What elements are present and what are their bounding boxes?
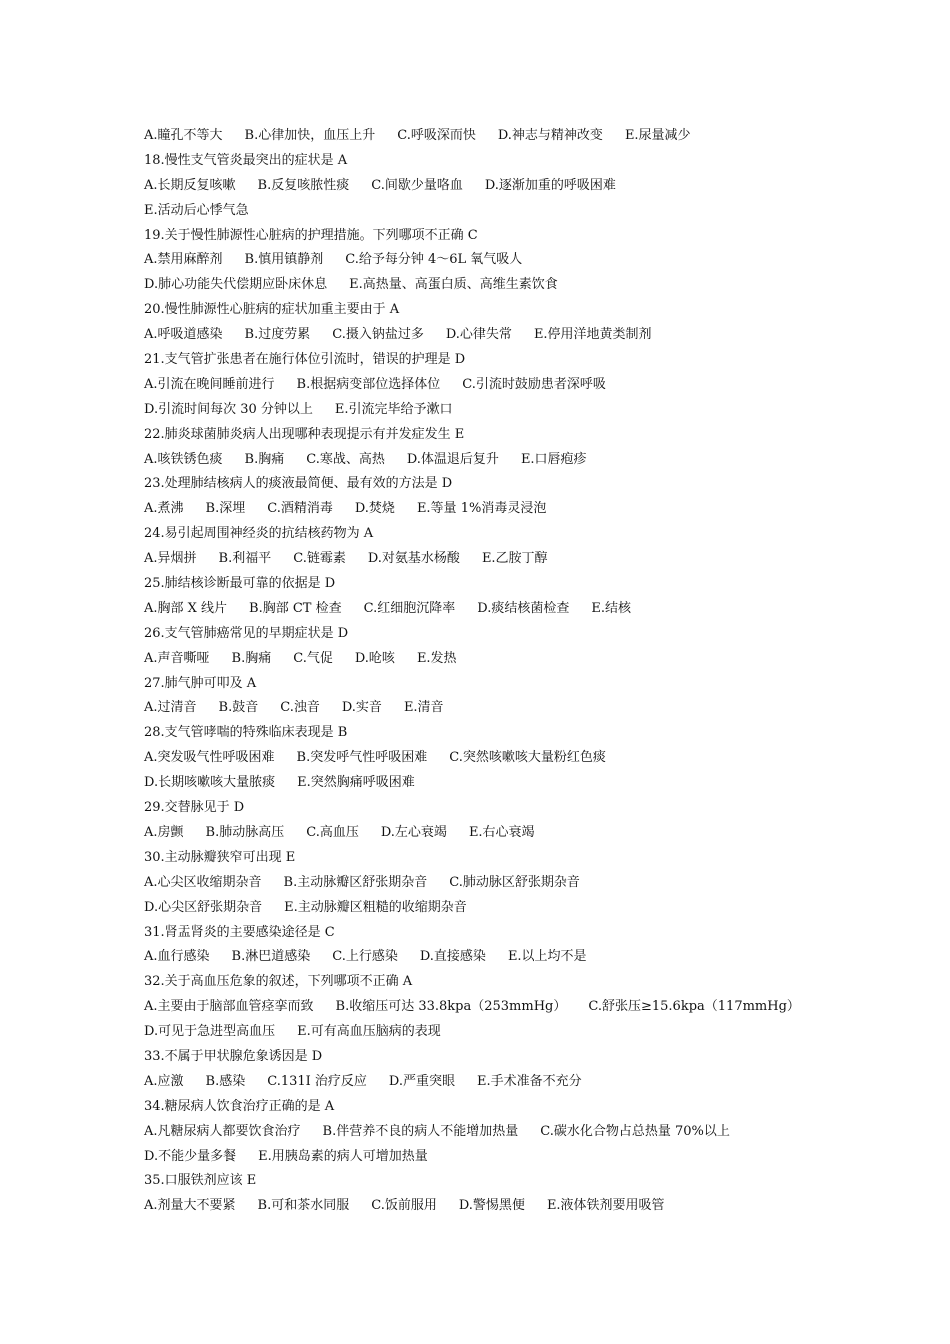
option-text: C.给予每分钟 4～6L 氧气吸人 [345, 252, 523, 268]
option-text: A.咳铁锈色痰 [144, 451, 223, 467]
question-line [144, 622, 834, 647]
option-text: B.深埋 [205, 501, 246, 517]
option-text: D.直接感染 [419, 949, 486, 965]
option-text: C.呼吸深而快 [397, 128, 476, 143]
option-text: B.可和茶水同服 [257, 1198, 350, 1214]
option-text: D.严重突眼 [388, 1073, 456, 1089]
option-text: A.凡糖尿病人都要饮食治疗 [144, 1123, 301, 1139]
question-line [144, 298, 834, 323]
question-line [144, 522, 834, 547]
question-text: 27.肺气肿可叩及 A [144, 675, 257, 691]
option-text: D.对氨基水杨酸 [367, 551, 460, 567]
question-text: 28.支气管哮喘的特殊临床表现是 B [144, 725, 348, 741]
option-text: E.液体铁剂要用吸管 [546, 1198, 665, 1214]
option-text: C.引流时鼓励患者深呼吸 [462, 376, 606, 392]
option-text: D.实音 [341, 700, 382, 716]
option-text: A.应激 [144, 1073, 184, 1089]
options-line [144, 696, 834, 721]
option-text: D.长期咳嗽咳大量脓痰 [144, 775, 276, 791]
option-text: E.突然胸痛呼吸困难 [297, 775, 415, 791]
question-line [144, 970, 834, 995]
option-text: C.突然咳嗽咳大量粉红色痰 [449, 750, 606, 766]
option-text: B.慎用镇静剂 [244, 252, 324, 268]
options-line [144, 124, 834, 149]
option-text: A.煮沸 [144, 501, 184, 517]
option-text: D.呛咳 [354, 650, 395, 666]
option-text: E.活动后心悸气急 [144, 202, 249, 218]
document-body [144, 124, 834, 1219]
options-line [144, 771, 834, 796]
option-text: C.高血压 [306, 824, 359, 840]
option-text: D.左心衰竭 [380, 824, 447, 840]
option-text: D.警惕黑便 [458, 1198, 525, 1214]
question-text: 31.肾盂肾炎的主要感染途径是 C [144, 924, 335, 940]
option-text: C.131I 治疗反应 [267, 1073, 367, 1089]
question-line [144, 921, 834, 946]
option-text: B.心律加快，血压上升 [244, 128, 376, 143]
option-text: E.以上均不是 [507, 949, 587, 965]
options-line [144, 448, 834, 473]
question-text: 32.关于高血压危象的叙述，下列哪项不正确 A [144, 974, 413, 990]
question-text: 25.肺结核诊断最可靠的依据是 D [144, 576, 336, 592]
option-text: B.利福平 [218, 551, 272, 567]
option-text: E.乙胺丁醇 [481, 551, 548, 567]
option-text: A.异烟拼 [144, 551, 197, 567]
options-line [144, 174, 834, 199]
options-line [144, 821, 834, 846]
option-text: E.右心衰竭 [468, 824, 535, 840]
option-text: C.上行感染 [332, 949, 398, 965]
question-line [144, 672, 834, 697]
options-line [144, 896, 834, 921]
option-text: A.主要由于脑部血管痉挛而致 [144, 999, 314, 1015]
question-text: 21.支气管扩张患者在施行体位引流时，错误的护理是 D [144, 352, 466, 368]
option-text: E.主动脉瓣区粗糙的收缩期杂音 [284, 899, 467, 915]
options-line [144, 1194, 834, 1219]
option-text: E.发热 [416, 650, 457, 666]
option-text: A.突发吸气性呼吸困难 [144, 750, 275, 766]
option-text: B.伴营养不良的病人不能增加热量 [322, 1123, 519, 1139]
question-line [144, 846, 834, 871]
option-text: A.房颤 [144, 824, 184, 840]
question-text: 26.支气管肺癌常见的早期症状是 D [144, 625, 349, 641]
option-text: A.剂量大不要紧 [144, 1198, 236, 1214]
option-text: B.根据病变部位选择体位 [296, 376, 441, 392]
option-text: E.手术准备不充分 [477, 1073, 582, 1089]
options-line [144, 199, 834, 224]
option-text: A.引流在晚间睡前进行 [144, 376, 275, 392]
question-text: 24.易引起周围神经炎的抗结核药物为 A [144, 526, 374, 542]
question-text: 20.慢性肺源性心脏病的症状加重主要由于 A [144, 302, 400, 318]
options-line [144, 597, 834, 622]
option-text: D.可见于急进型高血压 [144, 1024, 276, 1040]
option-text: E.用胰岛素的病人可增加热量 [258, 1148, 428, 1164]
question-text: 33.不属于甲状腺危象诱因是 D [144, 1048, 323, 1064]
question-line [144, 348, 834, 373]
option-text: D.肺心功能失代偿期应卧床休息 [144, 277, 328, 293]
question-text: 34.糖尿病人饮食治疗正确的是 A [144, 1098, 335, 1114]
option-text: B.淋巴道感染 [231, 949, 311, 965]
options-line [144, 945, 834, 970]
option-text: E.等量 1%消毒灵浸泡 [416, 501, 547, 517]
option-text: B.主动脉瓣区舒张期杂音 [283, 874, 428, 890]
option-text: E.停用洋地黄类制剂 [533, 327, 652, 343]
options-line [144, 995, 834, 1020]
options-line [144, 497, 834, 522]
option-text: E.口唇疱疹 [520, 451, 587, 467]
option-text: B.胸痛 [244, 451, 285, 467]
option-text: C.酒精消毒 [267, 501, 333, 517]
option-text: A.瞳孔不等大 [144, 128, 223, 143]
options-line [144, 1120, 834, 1145]
option-text: C.饭前服用 [371, 1198, 437, 1214]
option-text: B.收缩压可达 33.8kpa（253mmHg） [335, 999, 567, 1015]
option-text: C.气促 [293, 650, 333, 666]
options-line [144, 323, 834, 348]
option-text: D.神志与精神改变 [497, 128, 603, 143]
question-text: 35.口服铁剂应该 E [144, 1173, 257, 1189]
options-line [144, 273, 834, 298]
option-text: B.鼓音 [218, 700, 259, 716]
option-text: C.摄入钠盐过多 [332, 327, 424, 343]
question-line [144, 721, 834, 746]
options-line [144, 398, 834, 423]
options-line [144, 547, 834, 572]
option-text: B.胸痛 [231, 650, 272, 666]
options-line [144, 1145, 834, 1170]
option-text: B.突发呼气性呼吸困难 [296, 750, 428, 766]
option-text: A.胸部 X 线片 [144, 600, 228, 616]
option-text: B.肺动脉高压 [205, 824, 285, 840]
question-text: 30.主动脉瓣狭窄可出现 E [144, 849, 296, 865]
option-text: A.禁用麻醉剂 [144, 252, 223, 268]
option-text: B.过度劳累 [244, 327, 311, 343]
question-line [144, 572, 834, 597]
question-line [144, 1169, 834, 1194]
option-text: C.寒战、高热 [306, 451, 385, 467]
option-text: E.清音 [403, 700, 444, 716]
options-line [144, 746, 834, 771]
option-text: D.心律失常 [445, 327, 512, 343]
question-line [144, 796, 834, 821]
options-line [144, 1070, 834, 1095]
option-text: B.胸部 CT 检查 [249, 600, 342, 616]
option-text: C.肺动脉区舒张期杂音 [449, 874, 580, 890]
question-text: 19.关于慢性肺源性心脏病的护理措施。下列哪项不正确 C [144, 227, 478, 243]
question-text: 22.肺炎球菌肺炎病人出现哪种表现提示有并发症发生 E [144, 426, 465, 442]
option-text: C.舒张压≥15.6kpa（117mmHg） [588, 999, 800, 1015]
options-line [144, 373, 834, 398]
option-text: A.血行感染 [144, 949, 210, 965]
option-text: C.红细胞沉降率 [363, 600, 456, 616]
option-text: A.声音嘶哑 [144, 650, 210, 666]
option-text: A.呼吸道感染 [144, 327, 223, 343]
option-text: C.间歇少量咯血 [371, 177, 463, 193]
option-text: C.链霉素 [293, 551, 346, 567]
question-line [144, 149, 834, 174]
option-text: D.不能少量多餐 [144, 1148, 237, 1164]
question-line [144, 1095, 834, 1120]
option-text: D.体温退后复升 [406, 451, 499, 467]
option-text: A.过清音 [144, 700, 197, 716]
question-line [144, 224, 834, 249]
options-line [144, 1020, 834, 1045]
question-text: 18.慢性支气管炎最突出的症状是 A [144, 152, 348, 168]
option-text: C.碳水化合物占总热量 70%以上 [540, 1123, 730, 1139]
option-text: A.长期反复咳嗽 [144, 177, 236, 193]
option-text: E.可有高血压脑病的表现 [297, 1024, 441, 1040]
option-text: E.引流完毕给予漱口 [334, 401, 453, 417]
question-line [144, 472, 834, 497]
options-line [144, 871, 834, 896]
option-text: D.逐渐加重的呼吸困难 [484, 177, 616, 193]
option-text: C.浊音 [280, 700, 320, 716]
option-text: D.焚烧 [354, 501, 395, 517]
option-text: E.尿量减少 [624, 128, 691, 143]
options-line [144, 647, 834, 672]
option-text: D.痰结核菌检查 [477, 600, 570, 616]
option-text: E.高热量、高蛋白质、高维生素饮食 [349, 277, 558, 293]
option-text: B.感染 [205, 1073, 246, 1089]
option-text: A.心尖区收缩期杂音 [144, 874, 262, 890]
option-text: D.引流时间每次 30 分钟以上 [144, 401, 313, 417]
question-line [144, 1045, 834, 1070]
question-text: 29.交替脉见于 D [144, 800, 245, 816]
question-line [144, 423, 834, 448]
option-text: D.心尖区舒张期杂音 [144, 899, 263, 915]
question-text: 23.处理肺结核病人的痰液最简便、最有效的方法是 D [144, 476, 453, 492]
option-text: E.结核 [591, 600, 631, 616]
option-text: B.反复咳脓性痰 [257, 177, 350, 193]
options-line [144, 248, 834, 273]
